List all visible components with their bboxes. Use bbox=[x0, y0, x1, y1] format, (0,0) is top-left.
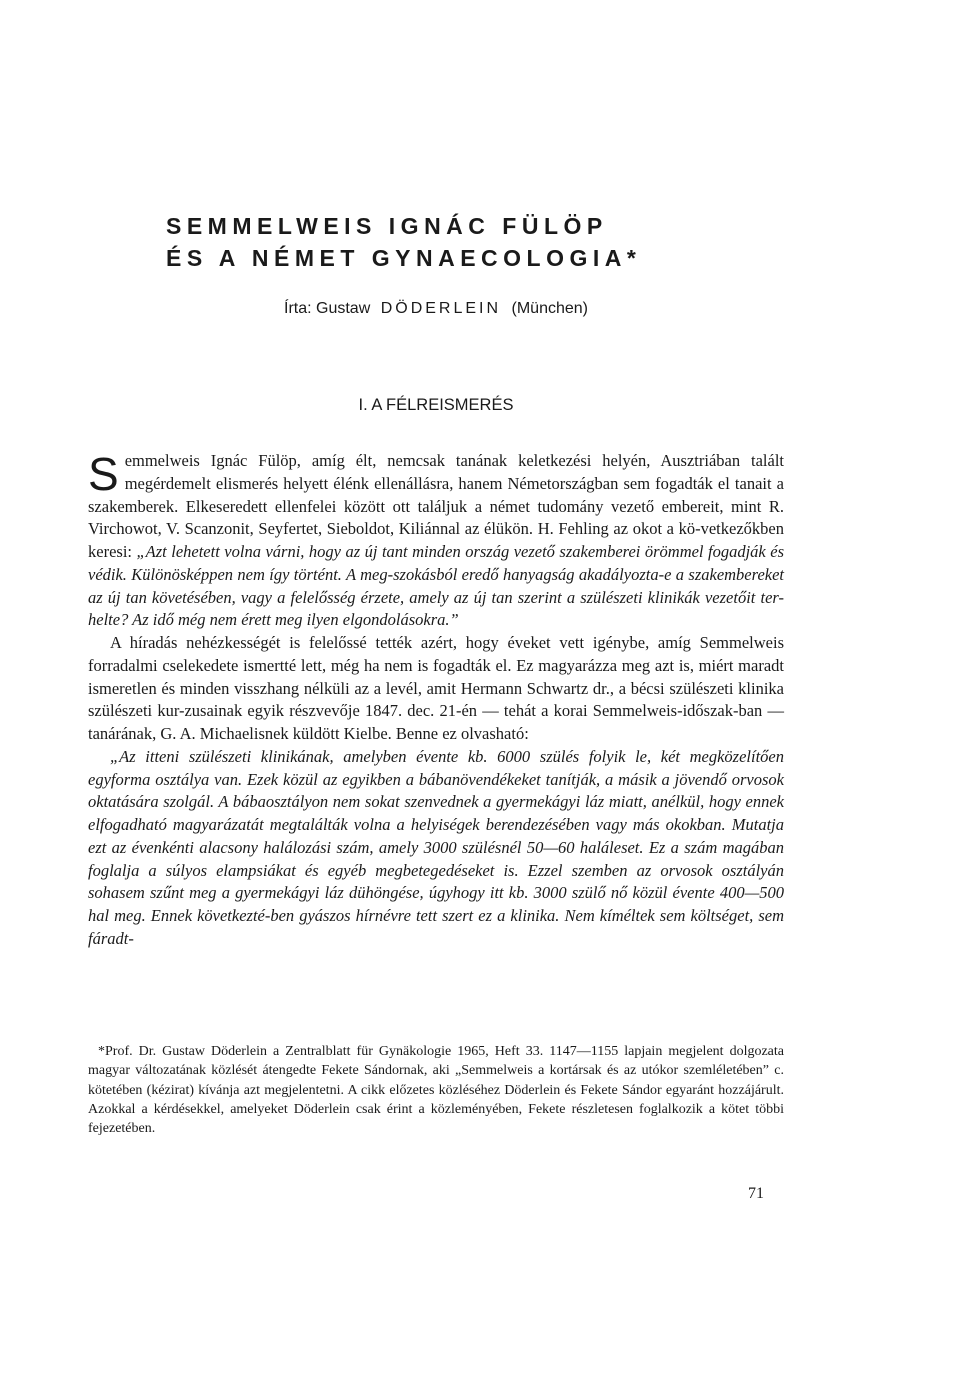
paragraph-2: A híradás nehézkességét is felelőssé tették azért, hogy éveket vett igénybe, amíg Semmelweis forradalmi cselekedete ismertté lett, még ha nem is fogadták el. Ez magyarázza meg azt is, miért maradt ismeretlen és minden visszhang nélküli az a levél, amit Hermann Schwartz dr., a bécsi szülészeti klinika szülészeti kur-zusainak egyik részvevője 1847. dec. 21-én — tehát a korai Semmelweis-időszak-ban — tanárának, G. A. Michaelisnek küldött Kielbe. Benne ez olvasható: bbox=[88, 633, 784, 743]
page-number: 71 bbox=[748, 1185, 764, 1202]
title-line-1: SEMMELWEIS IGNÁC FÜLÖP bbox=[166, 213, 608, 239]
letter-quote-text: „Az itteni szülészeti klinikának, amelyben évente kb. 6000 szülés folyik le, két megközelítően egyforma osztálya van. Ezek közül az egyikben a bábanövendékeket tanítják, a másik a jövendő orvosok oktatására szolgál. A bábaosztályon nem sokat szenvednek a gyermekágyi láz miatt, anélkül, hogy ennek elfogadható magyarázatát megtalálták volna a helyiségek berendezésében vagy más okokban. Mutatja ezt az évenkénti alacsony halálozási szám, amely 3000 szülésnél 50—60 haláleset. Ez a szám magában foglalja a súlyos elampsiákat és egyéb megbetegedéseket is. Ezzel szemben az orvosok osztályán sohasem szűnt meg a gyermekágyi láz dühöngése, úgyhogy itt kb. 3000 szülő nő közül évente 400—500 hal meg. Ennek következté-ben gyászos hírnévre tett szert ez a klinika. Nem kíméltek sem költséget, sem fáradt- bbox=[88, 746, 784, 948]
footnote-text: *Prof. Dr. Gustaw Döderlein a Zentralblatt für Gynäkologie 1965, Heft 33. 1147—1155 lapjain megjelent dolgozata magyar változatának közlését átengedte Fekete Sándornak, aki „Semmelweis a kortársak és az utókor szemléletében” c. kötetében (kézirat) kívánja azt megjelentetni. A cikk előzetes közléséhez Döderlein és Fekete Sándor egyaránt hozzájárult. Azokkal a kérdésekkel, amelyeket Döderlein csak érint a közleményében, Fekete részletesen foglalkozik a kötet többi fejezetében. bbox=[88, 1044, 784, 1137]
paragraph-1-quote: „Azt lehetett volna várni, hogy az új tant minden ország vezető szakemberei örömmel fogadják és védik. Különösképpen nem így történt. A meg-szokásból eredő hanyagság akadályozta-e a szakembereket az új tan követésében, vagy a felelősség érzete, amely az új tan szerint a szülészeti klinikák vezetőit ter-helte? Az idő még nem érett meg ilyen elgondolásokra.” bbox=[88, 542, 784, 630]
title-line-2: ÉS A NÉMET GYNAECOLOGIA* bbox=[166, 245, 642, 271]
paragraph-1 bbox=[88, 450, 784, 632]
author-line bbox=[88, 300, 784, 318]
author-prefix: Írta: Gustaw bbox=[284, 300, 371, 317]
letter-quote bbox=[88, 746, 784, 951]
section-heading: I. A FÉLREISMERÉS bbox=[358, 396, 514, 414]
drop-cap: S bbox=[88, 448, 119, 500]
footnote bbox=[88, 1042, 784, 1138]
paragraph-1-text: emmelweis Ignác Fülöp, amíg élt, nemcsak tanának keletkezési helyén, Ausztriában talált megérdemelt elismerés helyett élénk ellenállásra, hanem Németországban sem fogadták el tanait a szakemberek. Elkeseredett ellenfelei között ott találjuk a német tudomány vezető embereit, mint R. Virchowot, V. Scanzonit, Seyfertet, Sieboldot, Kiliánnal az élükön. H. Fehling az okot a kö-vetkezőkben keresi: bbox=[88, 451, 784, 561]
author-lastname: DÖDERLEIN bbox=[380, 300, 502, 317]
author-place: (München) bbox=[511, 300, 588, 317]
body-text bbox=[88, 450, 784, 951]
